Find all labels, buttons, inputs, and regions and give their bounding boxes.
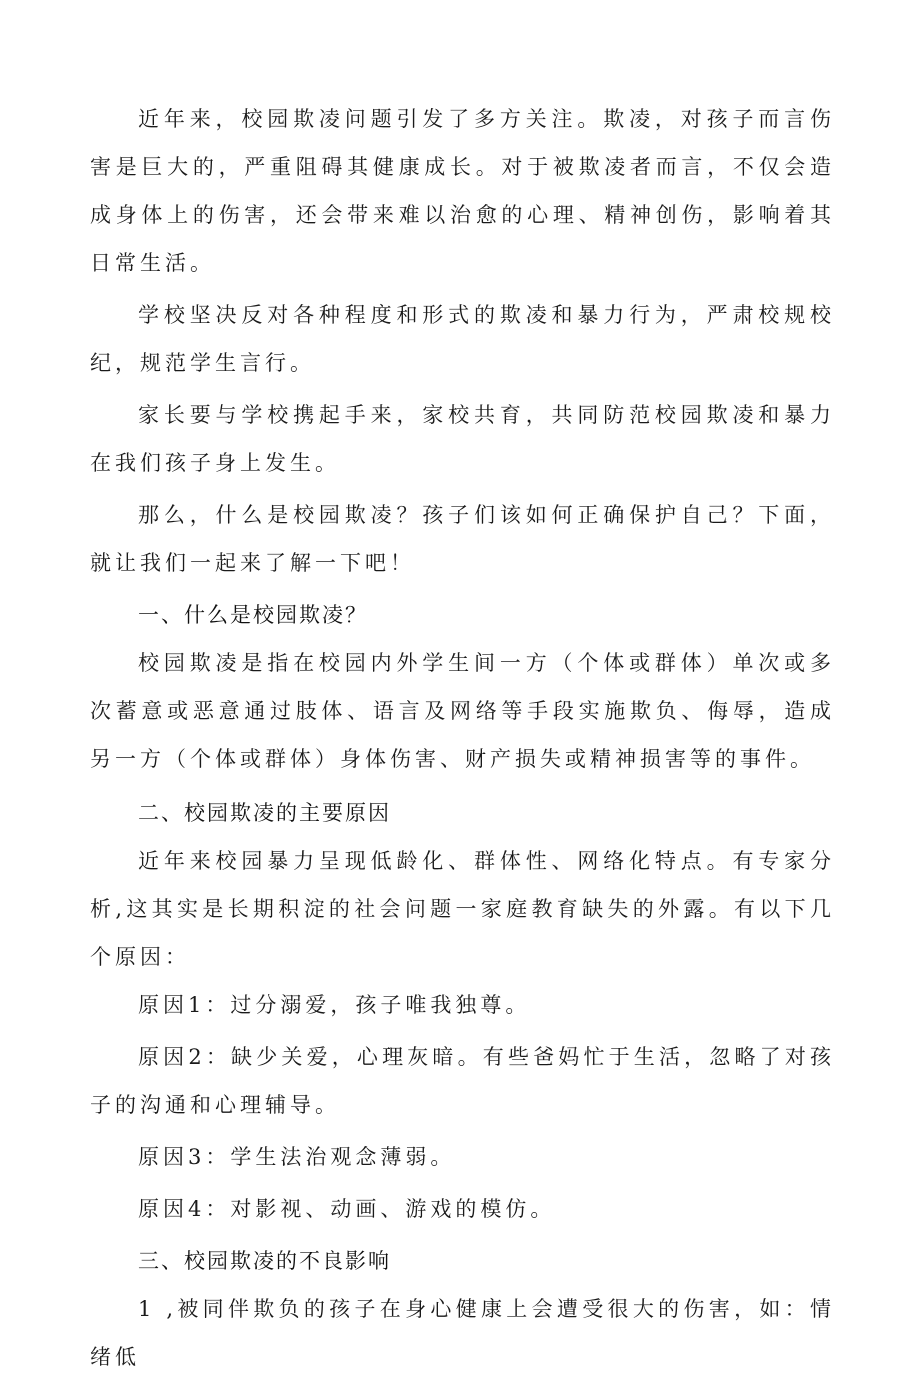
paragraph-cause-3: 原因3：学生法治观念薄弱。 xyxy=(138,1145,456,1169)
paragraph-cause-4: 原因4：对影视、动画、游戏的模仿。 xyxy=(138,1197,556,1221)
section-heading-effects: 三、校园欺凌的不良影响 xyxy=(138,1249,391,1273)
paragraph-cause-1: 原因1：过分溺爱，孩子唯我独尊。 xyxy=(138,993,531,1017)
paragraph-definition: 校园欺凌是指在校园内外学生间一方（个体或群体）单次或多次蓄意或恶意通过肢体、语言及网络等手段实施欺负、侮辱，造成另一方（个体或群体）身体伤害、财产损失或精神损害等的事件。 xyxy=(90,651,835,771)
document-body xyxy=(90,95,835,1381)
paragraph-parents: 家长要与学校携起手来，家校共育，共同防范校园欺凌和暴力在我们孩子身上发生。 xyxy=(90,403,835,475)
paragraph-effect-1: 1 ,被同伴欺负的孩子在身心健康上会遭受很大的伤害，如：情绪低 xyxy=(90,1297,835,1369)
section-heading-causes: 二、校园欺凌的主要原因 xyxy=(138,801,391,825)
paragraph-cause-2: 原因2：缺少关爱，心理灰暗。有些爸妈忙于生活，忽略了对孩子的沟通和心理辅导。 xyxy=(90,1045,835,1117)
paragraph-causes-intro: 近年来校园暴力呈现低龄化、群体性、网络化特点。有专家分析,这其实是长期积淀的社会问题一家庭教育缺失的外露。有以下几个原因： xyxy=(90,849,835,969)
paragraph-question: 那么，什么是校园欺凌？孩子们该如何正确保护自己？下面，就让我们一起来了解一下吧！ xyxy=(90,503,835,575)
paragraph-school-stance: 学校坚决反对各种程度和形式的欺凌和暴力行为，严肃校规校纪，规范学生言行。 xyxy=(90,303,835,375)
section-heading-definition: 一、什么是校园欺凌？ xyxy=(138,603,368,627)
paragraph-intro: 近年来，校园欺凌问题引发了多方关注。欺凌，对孩子而言伤害是巨大的，严重阻碍其健康成长。对于被欺凌者而言，不仅会造成身体上的伤害，还会带来难以治愈的心理、精神创伤，影响着其日常生活。 xyxy=(90,107,835,275)
